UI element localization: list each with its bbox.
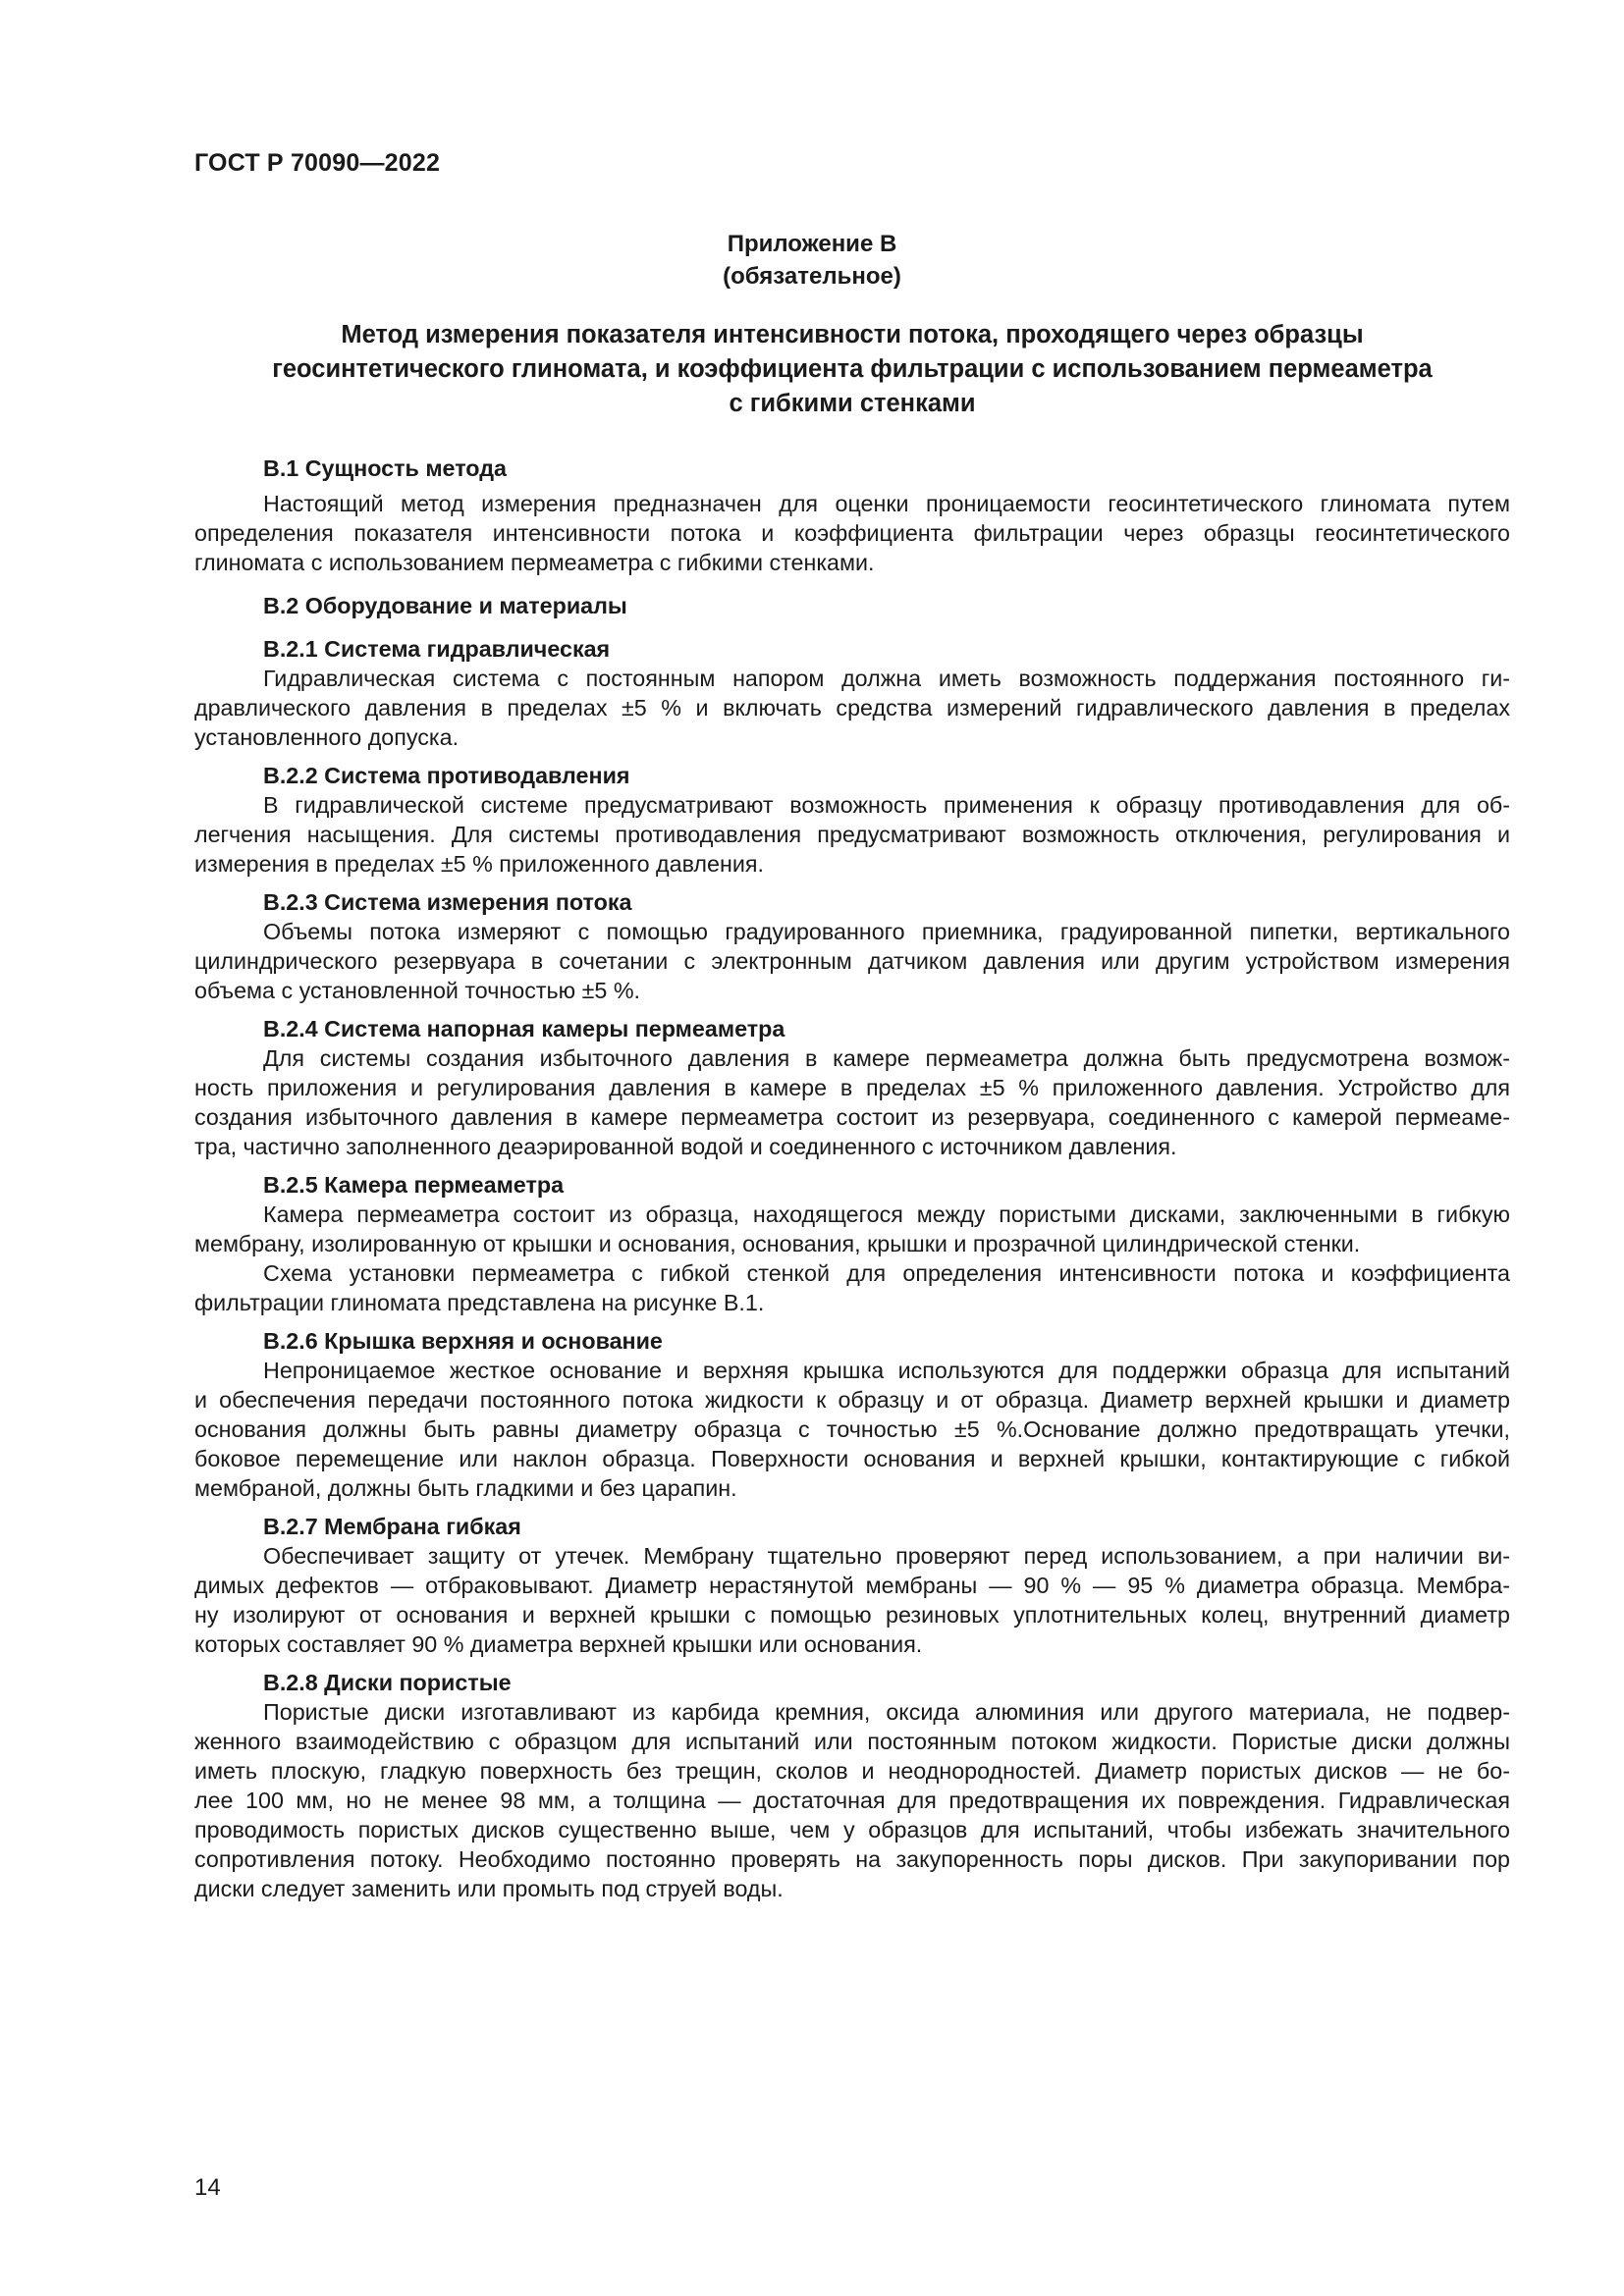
paragraph-b1 bbox=[194, 489, 1510, 577]
text-line: Настоящий метод измерения предназначен для оценки проницаемости геосинтетического глиномата путем bbox=[263, 491, 1510, 516]
paragraph-b2-1 bbox=[194, 664, 1510, 752]
text-line: которых составляет 90 % диаметра верхней крышки или основания. bbox=[194, 1631, 923, 1657]
paragraph-b2-5-1 bbox=[194, 1200, 1510, 1258]
paragraph-b2-7 bbox=[194, 1541, 1510, 1659]
text-line: В гидравлической системе предусматривают возможность применения к образцу противодавления для об- bbox=[263, 792, 1510, 818]
section-heading-b2-2: В.2.2 Система противодавления bbox=[263, 763, 630, 788]
section-heading-b2-8: В.2.8 Диски пористые bbox=[263, 1670, 512, 1695]
text-line: женного взаимодействию с образцом для испытаний или постоянным потоком жидкости. Пористые диски должны bbox=[194, 1729, 1510, 1754]
text-line: создания избыточного давления в камере пермеаметра состоит из резервуара, соединенного с камерой пермеаме- bbox=[194, 1104, 1510, 1130]
text-line: определения показателя интенсивности потока и коэффициента фильтрации через образцы геосинтетического bbox=[194, 520, 1510, 546]
section-heading-b2-5: В.2.5 Камера пермеаметра bbox=[263, 1172, 565, 1198]
text-line: объема с установленной точностью ±5 %. bbox=[194, 978, 641, 1003]
text-line: фильтрации глиномата представлена на рисунке В.1. bbox=[194, 1290, 765, 1315]
text-line: лее 100 мм, но не менее 98 мм, а толщина — достаточная для предотвращения их повреждения. Гидравлическая bbox=[194, 1788, 1510, 1813]
appendix-title bbox=[194, 318, 1510, 421]
paragraph-b2-6 bbox=[194, 1356, 1510, 1503]
text-line: ну изолируют от основания и верхней крышки с помощью резиновых уплотнительных колец, внутренний диаметр bbox=[194, 1602, 1510, 1628]
text-line: цилиндрического резервуара в сочетании с электронным датчиком давления или другим устройством измерения bbox=[194, 948, 1510, 974]
paragraph-b2-5-2 bbox=[194, 1258, 1510, 1317]
text-line: глиномата с использованием пермеаметра с гибкими стенками. bbox=[194, 550, 875, 575]
text-line: диски следует заменить или промыть под струей воды. bbox=[194, 1876, 784, 1901]
text-line: Пористые диски изготавливают из карбида кремния, оксида алюминия или другого материала, не подвер- bbox=[263, 1699, 1510, 1725]
appendix-title-line: Метод измерения показателя интенсивности потока, проходящего через образцы bbox=[341, 321, 1364, 348]
text-line: проводимость пористых дисков существенно выше, чем у образцов для испытаний, чтобы избежать значительного bbox=[194, 1817, 1510, 1842]
text-line: иметь плоскую, гладкую поверхность без трещин, сколов и неоднородностей. Диаметр пористых дисков — не бо- bbox=[194, 1758, 1510, 1784]
text-line: ность приложения и регулирования давления в камере в пределах ±5 % приложенного давления. Устройство для bbox=[194, 1075, 1510, 1100]
section-heading-b2-4: В.2.4 Система напорная камеры пермеаметра bbox=[263, 1016, 785, 1041]
document-body bbox=[194, 454, 1510, 1903]
text-line: установленного допуска. bbox=[194, 724, 460, 750]
section-heading-b2: В.2 Оборудование и материалы bbox=[263, 593, 627, 618]
paragraph-b2-4 bbox=[194, 1043, 1510, 1161]
paragraph-b2-3 bbox=[194, 917, 1510, 1005]
text-line: Схема установки пермеаметра с гибкой стенкой для определения интенсивности потока и коэффициента bbox=[263, 1260, 1510, 1286]
appendix-title-line: с гибкими стенками bbox=[729, 390, 976, 417]
text-line: легчения насыщения. Для системы противодавления предусматривают возможность отключения, регулирования и bbox=[194, 822, 1510, 847]
appendix-header bbox=[0, 228, 1624, 293]
text-line: Камера пермеаметра состоит из образца, находящегося между пористыми дисками, заключенными в гибкую bbox=[263, 1201, 1510, 1227]
text-line: мембрану, изолированную от крышки и основания, основания, крышки и прозрачной цилиндрической стенки. bbox=[194, 1231, 1361, 1256]
text-line: боковое перемещение или наклон образца. Поверхности основания и верхней крышки, контактирующие с гибкой bbox=[194, 1446, 1510, 1471]
text-line: сопротивления потоку. Необходимо постоянно проверять на закупоренность поры дисков. При закупоривании пор bbox=[194, 1846, 1510, 1872]
text-line: димых дефектов — отбраковывают. Диаметр нерастянутой мембраны — 90 % — 95 % диаметра образца. Мембра- bbox=[194, 1573, 1510, 1598]
text-line: тра, частично заполненного деаэрированной водой и соединенного с источником давления. bbox=[194, 1134, 1177, 1159]
section-heading-b2-3: В.2.3 Система измерения потока bbox=[263, 889, 632, 915]
text-line: и обеспечения передачи постоянного потока жидкости к образцу и от образца. Диаметр верхней крышки и диаметр bbox=[194, 1387, 1510, 1413]
appendix-title-line: геосинтетического глиномата, и коэффициента фильтрации с использованием пермеаметра bbox=[272, 355, 1433, 383]
section-heading-b1: В.1 Сущность метода bbox=[263, 455, 507, 481]
text-line: Для системы создания избыточного давления в камере пермеаметра должна быть предусмотрена возмож- bbox=[263, 1045, 1510, 1071]
text-line: Гидравлическая система с постоянным напором должна иметь возможность поддержания постоянного ги- bbox=[263, 666, 1510, 691]
page-number: 14 bbox=[194, 2174, 221, 2201]
text-line: измерения в пределах ±5 % приложенного давления. bbox=[194, 851, 764, 877]
section-heading-b2-1: В.2.1 Система гидравлическая bbox=[263, 636, 611, 662]
appendix-status: (обязательное) bbox=[723, 263, 901, 290]
text-line: Обеспечивает защиту от утечек. Мембрану тщательно проверяют перед использованием, а при наличии ви- bbox=[263, 1543, 1510, 1569]
document-code: ГОСТ Р 70090—2022 bbox=[194, 149, 441, 177]
text-line: основания должны быть равны диаметру образца с точностью ±5 %.Основание должно предотвращать утечки, bbox=[194, 1416, 1510, 1442]
paragraph-b2-8 bbox=[194, 1697, 1510, 1903]
paragraph-b2-2 bbox=[194, 790, 1510, 879]
text-line: Непроницаемое жесткое основание и верхняя крышка используются для поддержки образца для испытаний bbox=[263, 1358, 1510, 1383]
section-heading-b2-7: В.2.7 Мембрана гибкая bbox=[263, 1514, 521, 1539]
text-line: дравлического давления в пределах ±5 % и включать средства измерений гидравлического давления в пределах bbox=[194, 695, 1510, 721]
text-line: Объемы потока измеряют с помощью градуированного приемника, градуированной пипетки, вертикального bbox=[263, 919, 1510, 944]
text-line: мембраной, должны быть гладкими и без царапин. bbox=[194, 1475, 737, 1501]
appendix-label: Приложение В bbox=[727, 231, 897, 257]
section-heading-b2-6: В.2.6 Крышка верхняя и основание bbox=[263, 1328, 663, 1354]
